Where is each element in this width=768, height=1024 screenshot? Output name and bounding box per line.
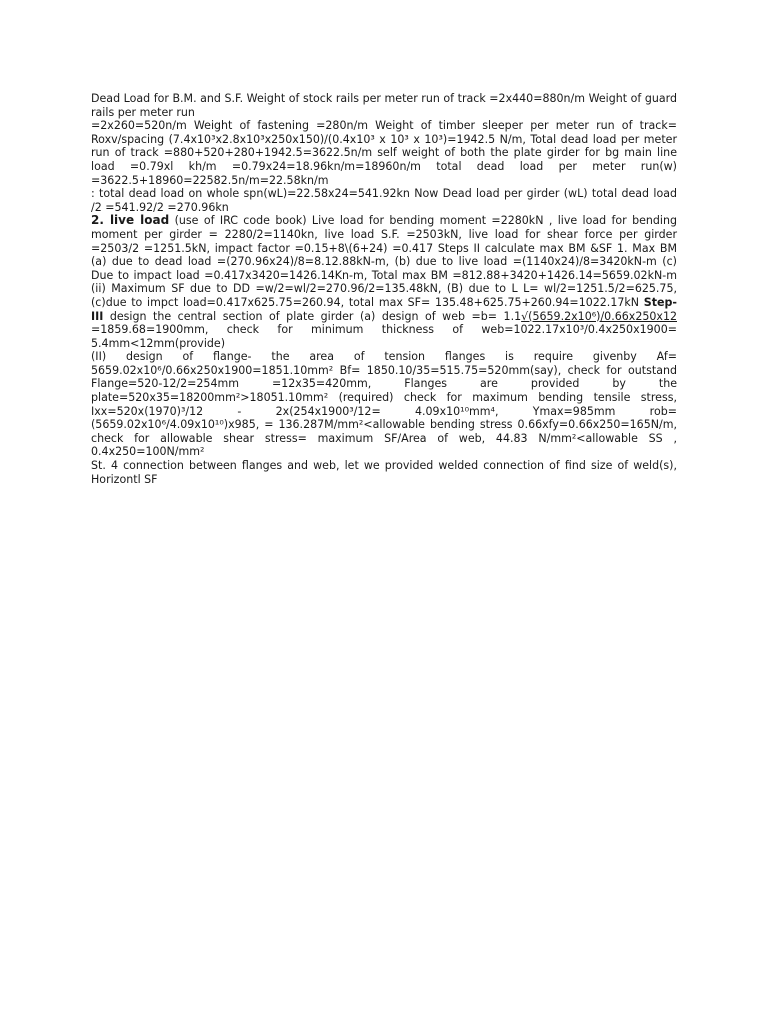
paragraph-dead-load-per-girder: : total dead load on whole spn(wL)=22.58x24=541.92kn Now Dead load per girder (wL) total dead load /2 =541.92/2 =270.96kn — [91, 187, 677, 214]
paragraph-connection: St. 4 connection between flanges and web, let we provided welded connection of find size of weld(s), Horizontl SF — [91, 459, 677, 486]
paragraph-flange-design: (II) design of flange- the area of tension flanges is require givenby Af= 5659.02x10⁶/0.66x250x1900=1851.10mm² Bf= 1850.10/35=515.75=520mm(say), check for outstand Flange=520-12/2=254mm =12x35=420mm, Flanges are provided by the plate=520x35=18200mm²>18051.10mm² (required) check for maximum bending tensile stress, Ixx=520x(1970)³/12 - 2x(254x1900³/12= 4.09x10¹⁰mm⁴, Ymax=985mm rob=(5659.02x10⁶/4.09x10¹⁰)x985, = 136.287M/mm²<allowable bending stress 0.66xfy=0.66x250=165N/m, check for allowable shear stress= maximum SF/Area of web, 44.83 N/mm²<allowable SS , 0.4x250=100N/mm² — [91, 350, 677, 459]
web-thickness-check: =1859.68=1900mm, check for minimum thickness of web=1022.17x10³/0.4x250x1900= 5.4mm<12mm(provide) — [91, 323, 677, 350]
paragraph-live-load — [91, 214, 677, 350]
live-load-heading: 2. live load — [91, 213, 170, 228]
web-depth-formula: √(5659.2x10⁶)/0.66x250x12 — [521, 309, 677, 323]
paragraph-dead-load-calc: =2x260=520n/m Weight of fastening =280n/m Weight of timber sleeper per meter run of track= Roxv/spacing (7.4x10³x2.8x10³x250x150)/(0.4x10³ x 10³ x 10³)=1942.5 N/m, Total dead load per meter run of track =880+520+280+1942.5=3622.5n/m self weight of both the plate girder for bg main line load =0.79xl kh/m =0.79x24=18.96kn/m=18960n/m total dead load per meter run(w) =3622.5+18960=22582.5n/m=22.58kn/m — [91, 119, 677, 187]
live-load-text: (use of IRC code book) Live load for bending moment =2280kN , live load for bending moment per girder = 2280/2=1140kn, live load S.F. =2503kN, live load for shear force per girder =2503/2 =1251.5kN, impact factor =0.15+8\(6+24) =0.417 Steps II calculate max BM &SF 1. Max BM (a) due to dead load =(270.96x24)/8=8.12.88kN-m, (b) due to live load =(1140x24)/8=3420kN-m (c) Due to impact load =0.417x3420=1426.14Kn-m, Total max BM =812.88+3420+1426.14=5659.02kN-m (ii) Maximum SF due to DD =w/2=wl/2=270.96/2=135.48kN, (B) due to L L= wl/2=1251.5/2=625.75, (c)due to impct load=0.417x625.75=260.94, total max SF= 135.48+625.75+260.94=1022.17kN — [91, 214, 677, 309]
step-iii-heading: Step-III — [91, 295, 677, 323]
paragraph-dead-load-intro: Dead Load for B.M. and S.F. Weight of stock rails per meter run of track =2x440=880n/m Weight of guard rails per meter run — [91, 92, 677, 119]
document-body — [91, 92, 677, 486]
web-design-text: design the central section of plate girder (a) design of web =b= 1.1 — [103, 309, 522, 323]
